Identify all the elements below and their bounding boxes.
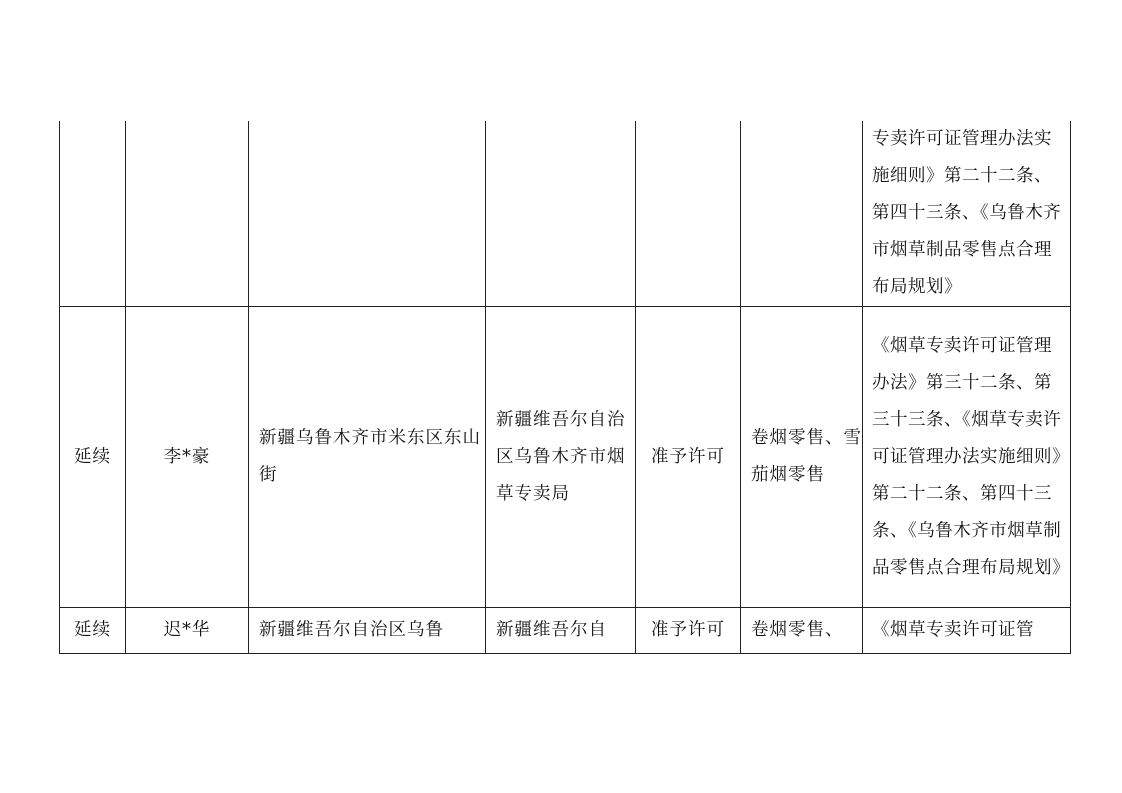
decision-cell — [636, 121, 741, 307]
name-cell: 迟*华 — [126, 608, 249, 654]
address-cell — [249, 121, 486, 307]
table-row — [60, 307, 1071, 608]
name-cell: 李*豪 — [126, 307, 249, 608]
scope-cell: 卷烟零售、 — [741, 608, 863, 654]
license-table — [59, 121, 1071, 654]
table-row — [60, 608, 1071, 654]
decision-cell: 准予许可 — [636, 307, 741, 608]
authority-cell: 新疆维吾尔自治区乌鲁木齐市烟草专卖局 — [486, 307, 636, 608]
address-cell: 新疆维吾尔自治区乌鲁 — [249, 608, 486, 654]
address-cell: 新疆乌鲁木齐市米东区东山街 — [249, 307, 486, 608]
authority-cell: 新疆维吾尔自 — [486, 608, 636, 654]
scope-cell: 卷烟零售、雪茄烟零售 — [741, 307, 863, 608]
type-cell: 延续 — [60, 307, 126, 608]
basis-cell: 专卖许可证管理办法实施细则》第二十二条、第四十三条、《乌鲁木齐市烟草制品零售点合理布局规划》 — [863, 121, 1071, 307]
basis-cell: 《烟草专卖许可证管 — [863, 608, 1071, 654]
decision-cell: 准予许可 — [636, 608, 741, 654]
type-cell: 延续 — [60, 608, 126, 654]
basis-cell: 《烟草专卖许可证管理办法》第三十二条、第三十三条、《烟草专卖许可证管理办法实施细则》第二十二条、第四十三条、《乌鲁木齐市烟草制品零售点合理布局规划》 — [863, 307, 1071, 608]
authority-cell — [486, 121, 636, 307]
table-row — [60, 121, 1071, 307]
name-cell — [126, 121, 249, 307]
scope-cell — [741, 121, 863, 307]
type-cell — [60, 121, 126, 307]
